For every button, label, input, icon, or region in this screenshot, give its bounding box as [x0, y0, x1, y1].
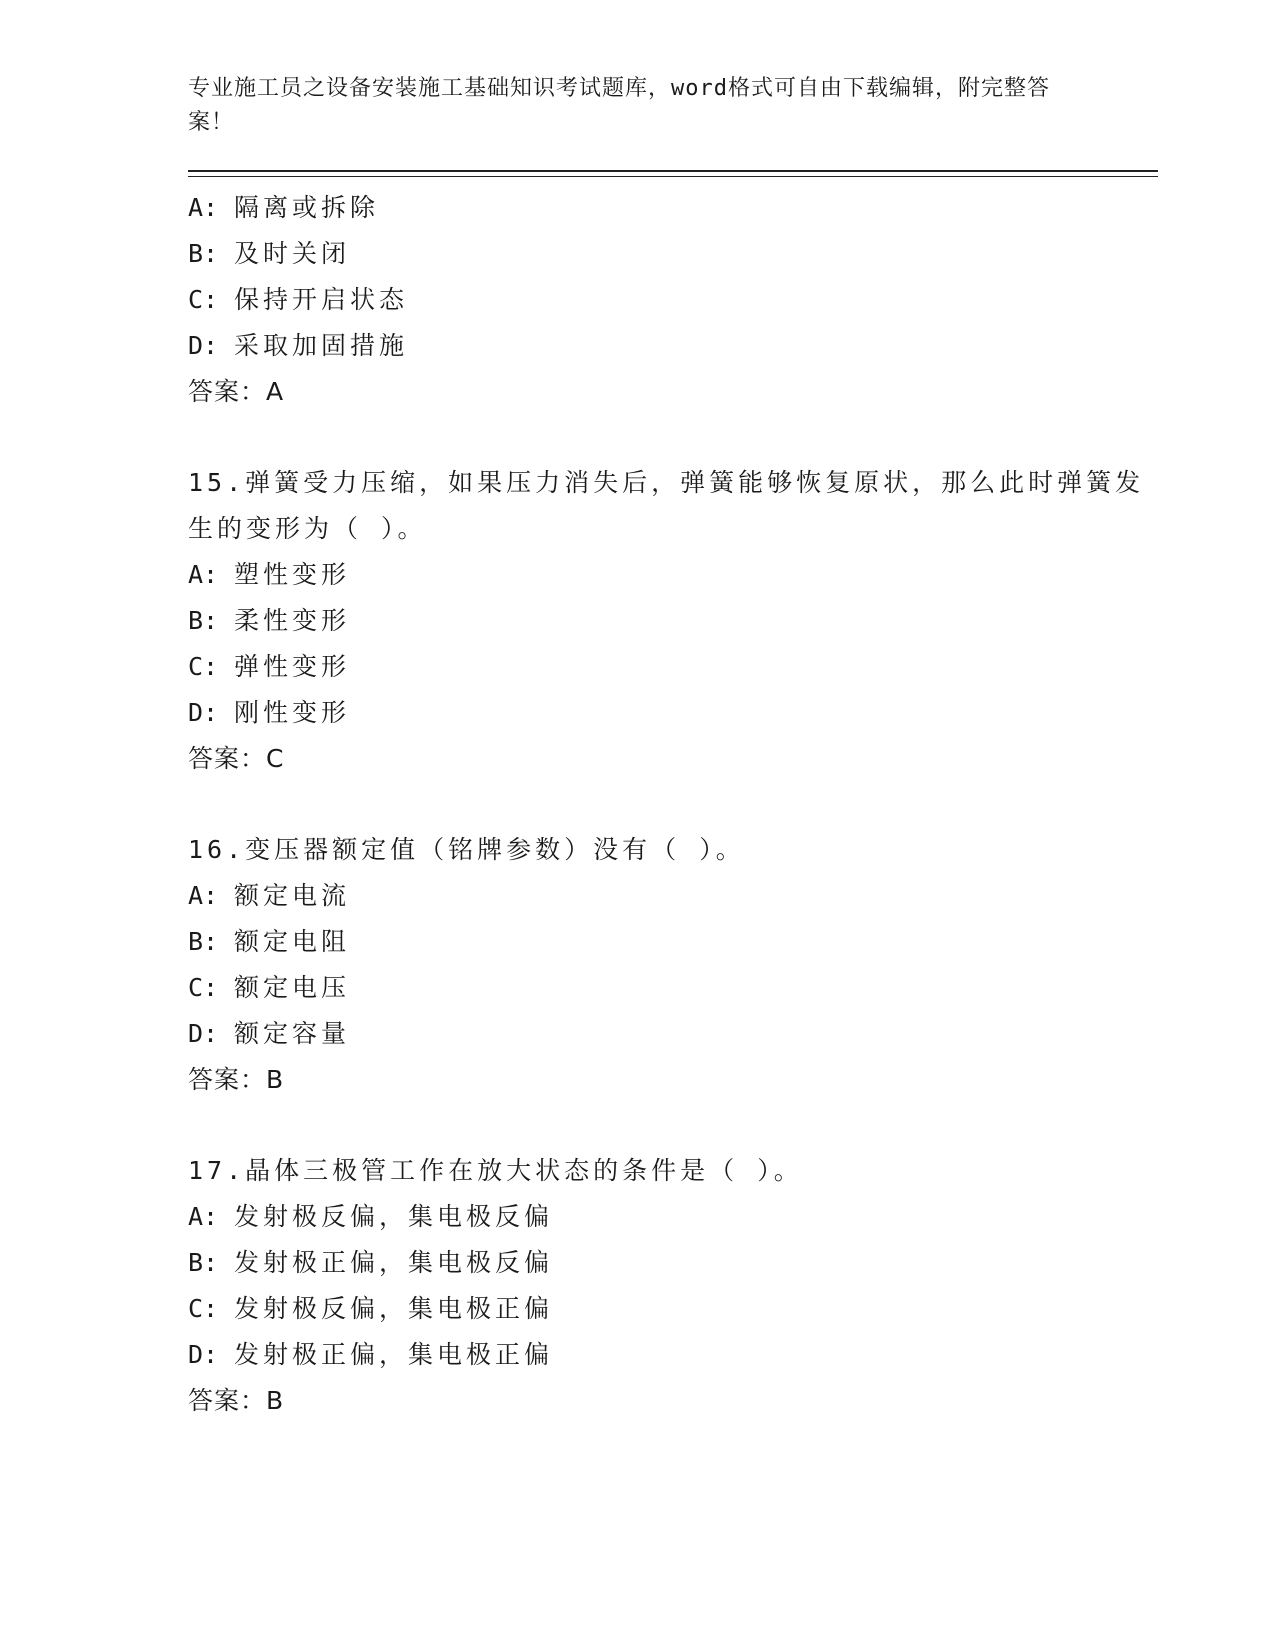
- header-divider: [188, 170, 1158, 177]
- question-15: [188, 460, 1148, 782]
- option-b: [188, 598, 1148, 644]
- question-list: [188, 185, 1148, 1424]
- option-text: 发射极反偏，集电极反偏: [234, 1202, 554, 1231]
- option-letter: A:: [188, 193, 219, 222]
- document-header: 专业施工员之设备安装施工基础知识考试题库，word格式可自由下载编辑，附完整答案！: [188, 76, 1050, 135]
- answer-line: 答案：B: [188, 1386, 285, 1415]
- document-page: [188, 72, 1148, 1469]
- option-d: [188, 1332, 1148, 1378]
- option-text: 隔离或拆除: [234, 193, 380, 222]
- question-stem: 16.变压器额定值（铭牌参数）没有（ ）。: [188, 835, 745, 864]
- option-text: 额定电压: [234, 973, 351, 1002]
- option-text: 刚性变形: [234, 698, 351, 727]
- option-letter: B:: [188, 927, 219, 956]
- option-letter: A:: [188, 560, 219, 589]
- option-text: 采取加固措施: [234, 331, 409, 360]
- option-letter: C:: [188, 285, 219, 314]
- option-letter: A:: [188, 1202, 219, 1231]
- option-text: 柔性变形: [234, 606, 351, 635]
- option-text: 发射极反偏，集电极正偏: [234, 1294, 554, 1323]
- option-a: [188, 552, 1148, 598]
- option-b: [188, 231, 1148, 277]
- option-text: 保持开启状态: [234, 285, 409, 314]
- option-d: [188, 690, 1148, 736]
- question-14: [188, 185, 1148, 415]
- answer-line: 答案：B: [188, 1065, 285, 1094]
- option-letter: D:: [188, 698, 219, 727]
- option-text: 额定电阻: [234, 927, 351, 956]
- option-c: [188, 965, 1148, 1011]
- option-text: 发射极正偏，集电极正偏: [234, 1340, 554, 1369]
- option-c: [188, 277, 1148, 323]
- option-d: [188, 323, 1148, 369]
- option-c: [188, 1286, 1148, 1332]
- option-letter: C:: [188, 652, 219, 681]
- option-letter: D:: [188, 331, 219, 360]
- option-letter: B:: [188, 1248, 219, 1277]
- option-b: [188, 919, 1148, 965]
- option-text: 塑性变形: [234, 560, 351, 589]
- option-a: [188, 873, 1148, 919]
- option-a: [188, 185, 1148, 231]
- option-letter: C:: [188, 973, 219, 1002]
- option-a: [188, 1194, 1148, 1240]
- option-b: [188, 1240, 1148, 1286]
- answer-line: 答案：C: [188, 744, 285, 773]
- option-letter: C:: [188, 1294, 219, 1323]
- option-letter: D:: [188, 1019, 219, 1048]
- question-16: [188, 827, 1148, 1103]
- option-c: [188, 644, 1148, 690]
- option-letter: B:: [188, 239, 219, 268]
- option-letter: D:: [188, 1340, 219, 1369]
- option-text: 额定容量: [234, 1019, 351, 1048]
- option-letter: B:: [188, 606, 219, 635]
- question-stem: 17.晶体三极管工作在放大状态的条件是（ ）。: [188, 1156, 803, 1185]
- option-text: 弹性变形: [234, 652, 351, 681]
- option-text: 及时关闭: [234, 239, 351, 268]
- question-stem: 15.弹簧受力压缩，如果压力消失后，弹簧能够恢复原状，那么此时弹簧发生的变形为（ ）。: [188, 468, 1145, 543]
- option-text: 发射极正偏，集电极反偏: [234, 1248, 554, 1277]
- option-d: [188, 1011, 1148, 1057]
- answer-line: 答案：A: [188, 377, 285, 406]
- option-text: 额定电流: [234, 881, 351, 910]
- question-17: [188, 1148, 1148, 1424]
- option-letter: A:: [188, 881, 219, 910]
